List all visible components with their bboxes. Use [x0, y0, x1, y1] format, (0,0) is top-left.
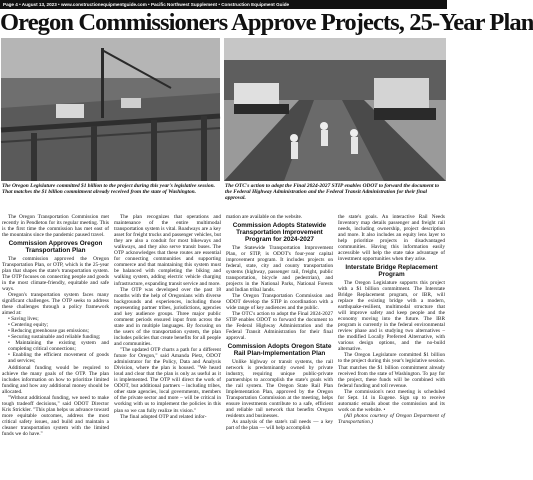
list-item: • Saving lives;	[8, 316, 39, 323]
body-paragraph: The Oregon Transportation Commission met recently in Pendleton for its regular meeting. This is the first time the commission has met east of the mountains since the pandemic paused travel.	[2, 214, 109, 239]
body-paragraph: The Oregon Transportation Commission and ODOT develop the STIP in coordination with a wide range of key audiences and the public.	[226, 292, 333, 312]
road-paving-crew-photo	[224, 38, 446, 181]
page-header-bar: Page 4 • August 13, 2023 • www.constructionequipmentguide.com • Pacific Northwest Supplement • Construction Equipment Guide	[0, 0, 447, 9]
body-paragraph: The commission approved the Oregon Transportation Plan, or OTP, which is the 25-year plan that shapes the state's transportation system. The OTP focuses on connecting people and goods in the most climate-friendly, equitable and safe ways.	[2, 255, 109, 292]
section-heading: Interstate Bridge Replacement Program	[345, 264, 438, 279]
article-column-2	[114, 214, 221, 480]
body-paragraph: The Oregon Legislature supports this project with a $1 billion commitment. The Interstate Bridge Replacement program, or IBR, will replace the existing bridge with a modern, earthquake-resilient, multimodal structure that will improve safety and keep people and the economy moving into the future. The IBR program is currently in the federal environmental review phase and is studying two alternatives – the modified Locally Preferred Alternative, with various design options, and the no-build alternative.	[338, 279, 445, 353]
bridge-construction-photo	[1, 38, 220, 181]
goals-list	[2, 316, 109, 364]
list-item: • Enabling the efficient movement of goods and services;	[8, 352, 109, 365]
body-paragraph: Additional funding would be required to achieve the many goals of the OTP. The plan includes information on how to prioritize limited funding and how any additional money should be allocated.	[2, 364, 109, 395]
body-paragraph: The Oregon Legislature committed $1 billion to the project during this year's legislative session. That matches the $1 billion commitment already received from the state of Washington. To pay for the project, these funds will be combined with federal funding and toll revenue.	[338, 352, 445, 389]
body-paragraph: The OTP was developed over the past 18 months with the help of Oregonians with diverse backgrounds and experiences, including those representing partner tribes, jurisdictions, agencies and key audience groups. Three major public comment periods ensured input from across the state and in multiple languages. By focusing on the users of the transportation system, the plan includes policies that create benefits for all people and communities.	[114, 286, 221, 347]
body-paragraph: The Statewide Transportation Improvement Plan, or STIP, is ODOT's four-year capital improvement program. It includes projects on federal, state, city and county transportation systems (highway, passenger rail, freight, public transportation, bicycle and pedestrian), and projects in the National Parks, National Forests and Indian tribal lands.	[226, 244, 333, 293]
body-paragraph: the state's goals. An interactive Rail Needs Inventory map details passenger and freight rail needs, including ownership, project description and more. It also includes an equity lens layer to help prioritize projects in disadvantaged communities. Having this information easily accessible will help the state take advantage of investment opportunities when they arise.	[338, 214, 445, 263]
body-paragraph: mation are available on the website.	[226, 214, 303, 220]
body-paragraph: Oregon's transportation system faces many significant challenges. The OTP seeks to address these challenges through a policy framework aimed at:	[2, 291, 109, 317]
body-paragraph: The final adopted OTP and related infor-	[120, 413, 207, 420]
article-column-1	[2, 214, 109, 480]
article-column-4	[338, 214, 445, 480]
body-paragraph: The OTC's action to adopt the Final 2024-2027 STIP enables ODOT to forward the document to the Federal Highway Administration and the Federal Transit Administration for their final approval.	[226, 311, 333, 342]
body-paragraph: "Without additional funding, we need to make tough tradeoff decisions," said ODOT Director Kris Strickler. "This plan helps us advance toward more equitable outcomes, address the most critical safety issues, and build and maintain a cleaner transportation system with the limited funds we do have."	[2, 394, 109, 438]
list-item: • Securing sustainable and reliable funding;	[8, 334, 101, 341]
article-column-3	[226, 214, 333, 480]
photo-credit: (All photos courtesy of Oregon Department of Transportation.)	[338, 412, 445, 425]
section-heading: Commission Approves Oregon Transportation Plan	[8, 240, 103, 255]
photo-caption-right: The OTC's action to adopt the Final 2024-2027 STIP enables ODOT to forward the document to the Federal Highway Administration and the Federal Transit Administration for their final approval.	[225, 183, 440, 202]
body-paragraph: "The updated OTP charts a path for a different future for Oregon," said Amanda Pietz, ODOT administrator for the Policy, Data and Analysis Division, where the plan is housed. "We heard loud and clear that the plan is only as useful as it is implemented. The OTP will direct the work of ODOT, but additional partners – including tribes, other state agencies, local governments, members of the private sector and more – will be critical in working with us to implement the policies in this plan so we can fully realize its vision."	[114, 347, 221, 414]
body-paragraph: Unlike highway or transit systems, the rail network is predominantly owned by private industry, requiring unique public-private partnerships to accomplish the state's goals with the rail system. The Oregon State Rail Plan Implementation Plan, approved by the Oregon Transportation Commission at the meeting, helps ensure investments contribute to a safe, efficient and reliable rail network that benefits Oregon residents and businesses.	[226, 358, 333, 420]
photo-caption-left: The Oregon Legislature committed $1 billion to the project during this year's legislative session. That matches the $1 billion commitment already received from the state of Washington.	[2, 183, 215, 196]
section-heading: Commission Adopts Oregon State Rail Plan-Implementation Plan	[227, 343, 332, 358]
list-item: • Centering equity;	[8, 322, 49, 329]
article-headline: Oregon Commissioners Approve Projects, 25-Year Plan	[0, 9, 533, 36]
body-paragraph: The plan recognizes that operations and maintenance of the entire multimodal transportation system is vital. Roadways are a key asset for freight trucks and passenger vehicles, but they are also a conduit for most bikeways and walkways, and they also serve transit buses. The OTP acknowledges that these routes are essential for connecting communities and supporting commerce and that maintaining this system must be balanced with completing the biking and walking system, adding electric vehicle charging infrastructure, expanding transit service and more.	[114, 214, 221, 287]
body-paragraph: As analysis of the state's rail needs — a key part of the plan — will help accomplish	[226, 419, 333, 432]
body-paragraph: The commission's next meeting is scheduled for Sept. 14 in Eugene. Sign up to receive automatic emails about the commission and its work on the website. •	[338, 388, 445, 413]
list-item: • Reducing greenhouse gas emissions;	[8, 328, 89, 335]
section-heading: Commission Adopts Statewide Transportation Improvement Program for 2024-2027	[232, 222, 327, 244]
list-item: • Maintaining the existing system and completing critical connections;	[8, 340, 109, 353]
